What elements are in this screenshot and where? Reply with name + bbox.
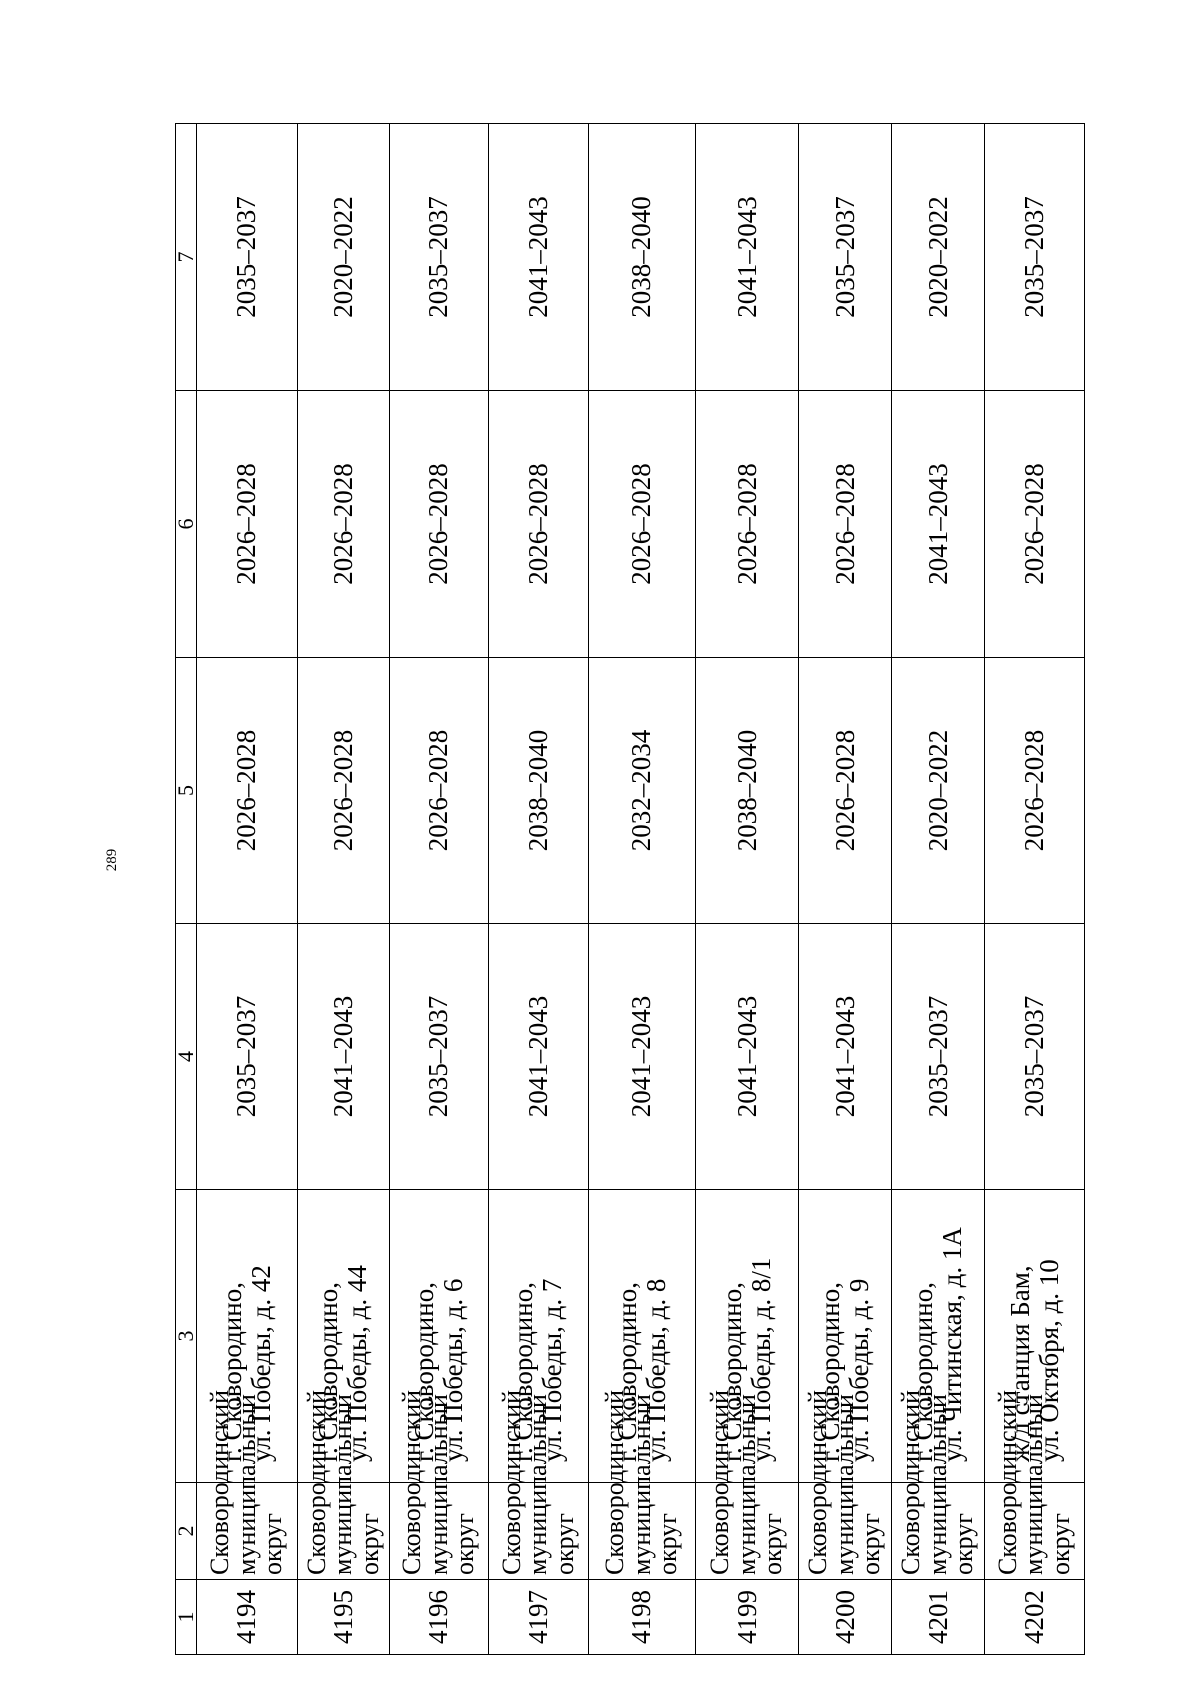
municipality-cell bbox=[488, 1389, 589, 1580]
table-row bbox=[390, 124, 489, 1655]
period-cell-4: 2041–2043 bbox=[589, 924, 696, 1190]
municipality-cell bbox=[695, 1389, 799, 1580]
municipality-line: Сковородинский bbox=[496, 1389, 526, 1575]
header-cell-6: 6 bbox=[176, 391, 197, 658]
table-row bbox=[985, 124, 1085, 1655]
rotated-table-container bbox=[175, 124, 1085, 1655]
period-cell-5: 2026–2028 bbox=[799, 658, 892, 924]
period-cell-7: 2035–2037 bbox=[985, 124, 1085, 391]
address-line: г. Сковородино, bbox=[814, 1282, 845, 1462]
address-line: ул. Читинская, д. 1А bbox=[937, 1227, 968, 1462]
period-cell-6: 2026–2028 bbox=[695, 391, 799, 658]
period-cell-6: 2041–2043 bbox=[891, 391, 985, 658]
address-line: г. Сковородино, bbox=[313, 1282, 344, 1462]
municipality-line: муниципальный bbox=[328, 1394, 358, 1575]
period-cell-4: 2035–2037 bbox=[390, 924, 489, 1190]
period-cell-4: 2041–2043 bbox=[799, 924, 892, 1190]
address-line: ул. Октября, д. 10 bbox=[1033, 1259, 1064, 1462]
period-cell-7: 2038–2040 bbox=[589, 124, 696, 391]
page-number: 289 bbox=[104, 848, 120, 872]
table-header-row bbox=[176, 124, 197, 1655]
period-cell-6: 2026–2028 bbox=[488, 391, 589, 658]
address-line: г. Сковородино, bbox=[216, 1282, 247, 1462]
municipality-line: Сковородинский bbox=[205, 1389, 235, 1575]
address-line: г. Сковородино, bbox=[611, 1282, 642, 1462]
header-cell-5: 5 bbox=[176, 658, 197, 924]
period-cell-7: 2020–2022 bbox=[891, 124, 985, 391]
table-row bbox=[695, 124, 799, 1655]
municipality-line: округ bbox=[949, 1513, 979, 1575]
period-cell-7: 2035–2037 bbox=[799, 124, 892, 391]
municipality-line: округ bbox=[1045, 1513, 1075, 1575]
period-cell-6: 2026–2028 bbox=[297, 391, 390, 658]
row-number-cell: 4196 bbox=[390, 1580, 489, 1655]
period-cell-6: 2026–2028 bbox=[390, 391, 489, 658]
municipality-line: муниципальный bbox=[626, 1394, 656, 1575]
municipality-cell bbox=[589, 1389, 696, 1580]
table-row bbox=[891, 124, 985, 1655]
municipality-line: муниципальный bbox=[829, 1394, 859, 1575]
period-cell-7: 2041–2043 bbox=[695, 124, 799, 391]
municipality-line: муниципальный bbox=[922, 1394, 952, 1575]
municipality-line: округ bbox=[450, 1513, 480, 1575]
rotated-table-wrapper bbox=[175, 124, 1085, 1655]
period-cell-4: 2035–2037 bbox=[891, 924, 985, 1190]
period-cell-4: 2041–2043 bbox=[695, 924, 799, 1190]
row-number-cell: 4199 bbox=[695, 1580, 799, 1655]
period-cell-5: 2032–2034 bbox=[589, 658, 696, 924]
row-number-cell: 4194 bbox=[197, 1580, 298, 1655]
address-line: ул. Победы, д. 8/1 bbox=[746, 1257, 777, 1462]
municipality-line: округ bbox=[653, 1513, 683, 1575]
row-number-cell: 4198 bbox=[589, 1580, 696, 1655]
address-line: ул. Победы, д. 9 bbox=[844, 1278, 875, 1462]
period-cell-7: 2035–2037 bbox=[390, 124, 489, 391]
period-cell-7: 2035–2037 bbox=[197, 124, 298, 391]
address-line: г. Сковородино, bbox=[508, 1282, 539, 1462]
address-line: ул. Победы, д. 8 bbox=[641, 1278, 672, 1462]
period-cell-6: 2026–2028 bbox=[589, 391, 696, 658]
municipality-line: округ bbox=[549, 1513, 579, 1575]
table-row bbox=[297, 124, 390, 1655]
header-cell-1: 1 bbox=[176, 1580, 197, 1655]
address-line: г. Сковородино, bbox=[716, 1282, 747, 1462]
municipality-cell bbox=[891, 1389, 985, 1580]
header-cell-4: 4 bbox=[176, 924, 197, 1190]
row-number-cell: 4201 bbox=[891, 1580, 985, 1655]
municipality-cell bbox=[390, 1389, 489, 1580]
address-line: ул. Победы, д. 6 bbox=[437, 1278, 468, 1462]
address-line: ул. Победы, д. 7 bbox=[537, 1278, 568, 1462]
period-cell-5: 2026–2028 bbox=[985, 658, 1085, 924]
period-cell-4: 2035–2037 bbox=[197, 924, 298, 1190]
municipality-line: Сковородинский bbox=[600, 1389, 630, 1575]
table-row bbox=[589, 124, 696, 1655]
period-cell-6: 2026–2028 bbox=[799, 391, 892, 658]
period-cell-5: 2038–2040 bbox=[695, 658, 799, 924]
municipality-line: муниципальный bbox=[1019, 1394, 1049, 1575]
period-cell-5: 2020–2022 bbox=[891, 658, 985, 924]
period-cell-7: 2020–2022 bbox=[297, 124, 390, 391]
municipality-line: Сковородинский bbox=[803, 1389, 833, 1575]
municipality-cell bbox=[197, 1389, 298, 1580]
period-cell-4: 2035–2037 bbox=[985, 924, 1085, 1190]
municipality-cell bbox=[799, 1389, 892, 1580]
municipality-line: муниципальный bbox=[731, 1394, 761, 1575]
municipality-line: округ bbox=[856, 1513, 886, 1575]
municipality-line: муниципальный bbox=[523, 1394, 553, 1575]
period-cell-4: 2041–2043 bbox=[297, 924, 390, 1190]
header-cell-2: 2 bbox=[176, 1483, 197, 1580]
table-body bbox=[173, 124, 1085, 1655]
municipality-line: округ bbox=[258, 1513, 288, 1575]
address-line: г. Сковородино, bbox=[408, 1282, 439, 1462]
municipality-line: округ bbox=[354, 1513, 384, 1575]
table-row bbox=[799, 124, 892, 1655]
header-cell-3: 3 bbox=[176, 1190, 197, 1483]
period-cell-5: 2038–2040 bbox=[488, 658, 589, 924]
municipality-line: Сковородинский bbox=[301, 1389, 331, 1575]
header-cell-7: 7 bbox=[176, 124, 197, 391]
period-cell-5: 2026–2028 bbox=[297, 658, 390, 924]
row-number-cell: 4202 bbox=[985, 1580, 1085, 1655]
municipality-cell bbox=[985, 1389, 1085, 1580]
table-row bbox=[197, 124, 298, 1655]
municipality-line: Сковородинский bbox=[992, 1389, 1022, 1575]
period-cell-6: 2026–2028 bbox=[985, 391, 1085, 658]
period-cell-5: 2026–2028 bbox=[197, 658, 298, 924]
data-table bbox=[175, 123, 1085, 1655]
table-row bbox=[488, 124, 589, 1655]
municipality-line: муниципальный bbox=[231, 1394, 261, 1575]
period-cell-7: 2041–2043 bbox=[488, 124, 589, 391]
address-line: ж/д станция Бам, bbox=[1004, 1265, 1035, 1462]
period-cell-4: 2041–2043 bbox=[488, 924, 589, 1190]
row-number-cell: 4200 bbox=[799, 1580, 892, 1655]
municipality-cell bbox=[297, 1389, 390, 1580]
municipality-line: Сковородинский bbox=[397, 1389, 427, 1575]
address-line: ул. Победы, д. 42 bbox=[245, 1265, 276, 1462]
row-number-cell: 4195 bbox=[297, 1580, 390, 1655]
address-line: ул. Победы, д. 44 bbox=[342, 1265, 373, 1462]
period-cell-6: 2026–2028 bbox=[197, 391, 298, 658]
address-line: г. Сковородино, bbox=[907, 1282, 938, 1462]
municipality-line: Сковородинский bbox=[705, 1389, 735, 1575]
row-number-cell: 4197 bbox=[488, 1580, 589, 1655]
municipality-line: округ bbox=[758, 1513, 788, 1575]
municipality-line: Сковородинский bbox=[896, 1389, 926, 1575]
period-cell-5: 2026–2028 bbox=[390, 658, 489, 924]
municipality-line: муниципальный bbox=[423, 1394, 453, 1575]
